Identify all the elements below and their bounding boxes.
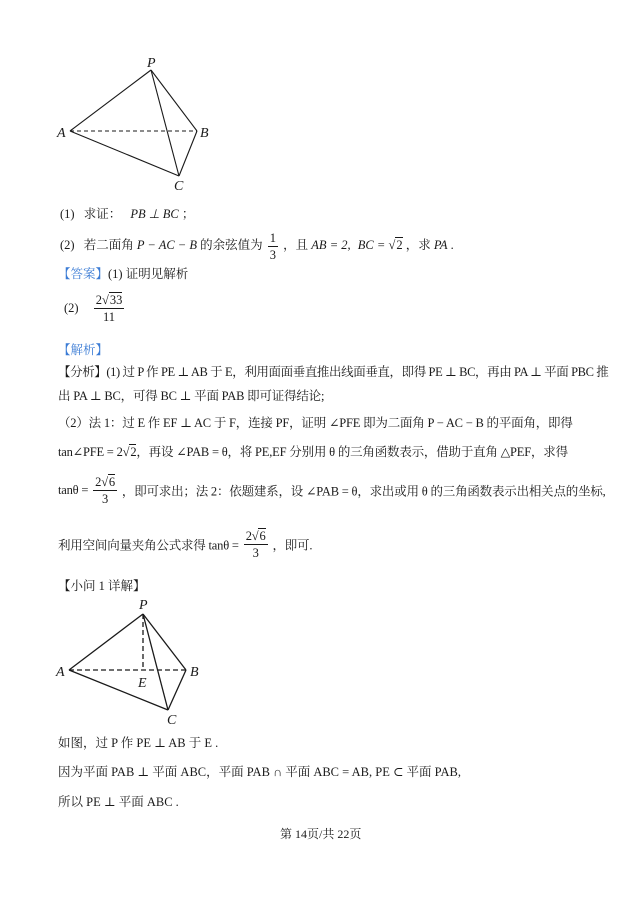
label-B: B	[190, 665, 199, 680]
problem-part2	[60, 228, 454, 263]
tan-theta-denominator-1: 3	[102, 492, 109, 506]
part2-text-a: 若二面角	[83, 238, 134, 252]
edge-PB	[151, 70, 197, 131]
label-B: B	[200, 126, 209, 141]
edge-BC	[179, 131, 197, 176]
analysis-line6-a: 利用空间向量夹角公式求得 tanθ =	[58, 538, 239, 553]
edge-PC	[143, 614, 168, 710]
label-P: P	[139, 598, 148, 613]
answer-part2-label: (2)	[64, 301, 79, 315]
label-P: P	[147, 56, 156, 71]
part1-tail: ；	[181, 207, 195, 221]
edge-PB	[143, 614, 186, 670]
tan-theta-fraction-2	[244, 528, 268, 561]
part2-text-c: ，且	[283, 238, 309, 252]
analysis-heading: 【解析】	[58, 343, 109, 357]
label-A: A	[57, 126, 66, 141]
tan-theta-numerator-1: 2√6	[95, 475, 115, 489]
label-C: C	[167, 713, 177, 728]
analysis-line4-b: ，再设 ∠PAB = θ，将 PE,EF 分别用 θ 的三角函数表示，借助于直角 △PEF，求得	[136, 445, 568, 459]
part2-sqrt: 2	[396, 238, 403, 252]
fraction-one-third	[268, 230, 278, 263]
tan-theta-denominator-2: 3	[252, 546, 259, 560]
part2-text-d: ，求	[405, 238, 431, 252]
detail-heading: 【小问 1 详解】	[58, 579, 146, 593]
label-A: A	[56, 665, 65, 680]
part2-text-b: 的余弦值为	[200, 238, 263, 252]
answer-line2	[64, 292, 126, 325]
answer-line1	[58, 264, 188, 282]
tan-sqrt-2: 6	[259, 529, 266, 543]
tan-coef-1: 2	[95, 475, 102, 489]
sqrt-symbol: √	[388, 238, 396, 252]
answer-fraction	[94, 292, 125, 325]
tetrahedron-figure-with-E	[50, 590, 230, 730]
part1-expr: PB ⊥ BC	[130, 207, 179, 221]
edge-PA	[70, 70, 151, 131]
analysis-line5-b: ，即可求出；法 2：依题建系，设 ∠PAB = θ，求出或用 θ 的三角函数表示出相关点的坐标,	[121, 484, 606, 499]
part2-tail: .	[450, 238, 454, 252]
part1-num: (1)	[60, 207, 75, 221]
tan-coef-2: 2	[245, 529, 252, 543]
analysis-line5	[58, 474, 610, 507]
analysis-line4: tan∠PFE = 2√2，再设 ∠PAB = θ，将 PE,EF 分别用 θ 的三角函数表示，借助于直角 △PEF，求得	[58, 445, 568, 459]
edge-AC	[70, 131, 179, 176]
part1-text: 求证：	[83, 207, 122, 221]
tan-theta-numerator-2: 2√6	[245, 529, 266, 543]
fraction-denominator: 3	[269, 247, 277, 262]
part2-expr-a: P − AC − B	[136, 238, 198, 252]
edge-AC	[69, 670, 168, 710]
analysis-line6	[58, 528, 610, 561]
analysis-line6-b: ，即可.	[272, 538, 313, 553]
analysis-line3: （2）法 1：过 E 作 EF ⊥ AC 于 F，连接 PF，证明 ∠PFE 即为二面角 P − AC − B 的平面角，即得	[58, 416, 573, 430]
detail-line2: 因为平面 PAB ⊥ 平面 ABC，平面 PAB ∩ 平面 ABC = AB, PE ⊂ 平面 PAB,	[58, 765, 461, 779]
detail-line1: 如图，过 P 作 PE ⊥ AB 于 E .	[58, 736, 219, 750]
part2-expr-b: AB = 2,	[311, 238, 351, 252]
answer-heading: 【答案】	[58, 267, 109, 281]
analysis-line2: 出 PA ⊥ BC，可得 BC ⊥ 平面 PAB 即可证得结论;	[58, 389, 325, 403]
part2-expr-c: BC =	[357, 238, 389, 252]
fraction-numerator: 1	[269, 230, 277, 245]
edge-PC	[151, 70, 179, 176]
problem-part1	[60, 204, 194, 222]
analysis-line4-sqrt: 2	[130, 445, 137, 459]
answer-coef: 2	[95, 293, 102, 307]
tetrahedron-figure	[50, 50, 230, 200]
detail-line3: 所以 PE ⊥ 平面 ABC .	[58, 795, 179, 809]
answer-fraction-numerator: 2√33	[95, 293, 123, 307]
part2-expr-d: PA	[433, 238, 448, 252]
tan-sqrt-1: 6	[108, 475, 115, 489]
answer-fraction-denominator: 11	[102, 310, 116, 324]
tan-theta-fraction-1	[93, 474, 117, 507]
part2-num: (2)	[60, 238, 75, 252]
answer-sqrt: 33	[109, 293, 123, 307]
edge-PA	[69, 614, 143, 670]
label-E: E	[138, 676, 147, 691]
page-footer: 第 14页/共 22页	[280, 827, 362, 841]
analysis-line4-a: tan∠PFE = 2	[58, 445, 123, 459]
analysis-line1: 【分析】(1) 过 P 作 PE ⊥ AB 于 E，利用面面垂直推出线面垂直，即得 PE ⊥ BC，再由 PA ⊥ 平面 PBC 推	[58, 365, 609, 379]
label-C: C	[174, 179, 184, 194]
analysis-line5-a: tanθ =	[58, 483, 89, 497]
answer-part1: (1) 证明见解析	[108, 267, 189, 281]
edge-BC	[168, 670, 186, 710]
